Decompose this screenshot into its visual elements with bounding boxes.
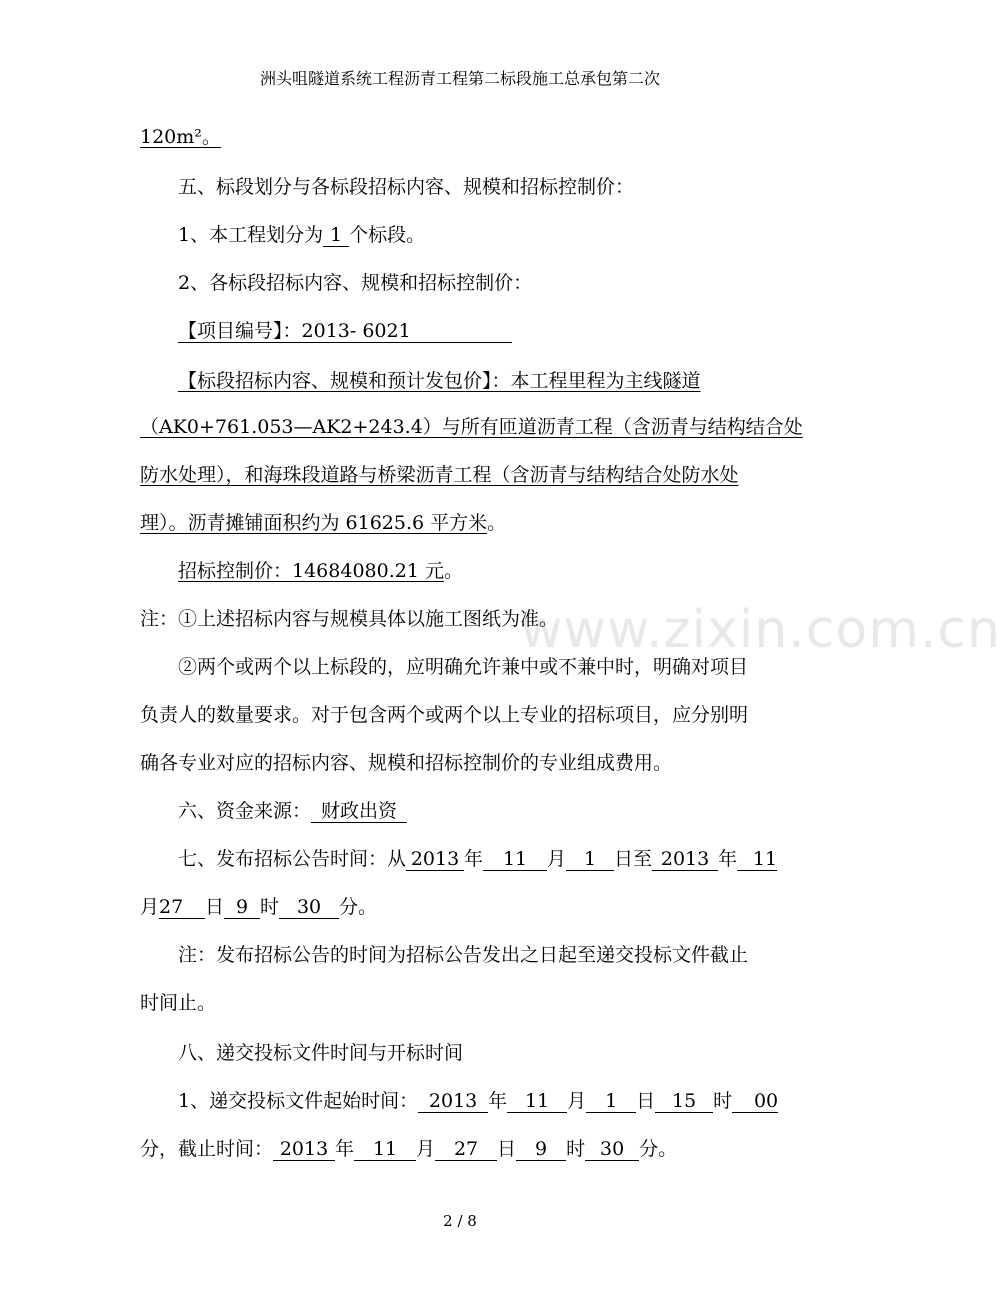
note-2-line-2: 负责人的数量要求。对于包含两个或两个以上专业的招标项目，应分别明 xyxy=(140,704,749,726)
section-7-line-2: 月27 日 9 时 30 分。 xyxy=(140,896,378,918)
note-2-line-1: ②两个或两个以上标段的，应明确允许兼中或不兼中时，明确对项目 xyxy=(178,656,749,678)
page-number: 2 / 8 xyxy=(443,1212,477,1230)
section-7-line-1: 七、发布招标公告时间：从 2013 年 11 月 1 日至 2013 年 11 xyxy=(178,848,778,870)
note-3-line-2: 时间止。 xyxy=(140,992,217,1014)
scope-line-2: （AK0+761.053—AK2+243.4）与所有匝道沥青工程（含沥青与结构结合处 xyxy=(140,416,803,438)
section-5-item-2: 2、各标段招标内容、规模和招标控制价： xyxy=(178,272,533,294)
note-2-line-3: 确各专业对应的招标内容、规模和招标控制价的专业组成费用。 xyxy=(140,752,673,774)
section-8-item-1-line-2: 分，截止时间： 2013 年 11 月 27 日 9 时 30 分。 xyxy=(140,1138,678,1160)
note-3-line-1: 注：发布招标公告的时间为招标公告发出之日起至递交投标文件截止 xyxy=(178,944,749,966)
section-8-item-1-line-1: 1、递交投标文件起始时间： 2013 年 11 月 1 日 15 时 00 xyxy=(178,1090,779,1112)
section-6: 六、资金来源： 财政出资 xyxy=(178,798,407,824)
scope-line-3: 防水处理），和海珠段道路与桥梁沥青工程（含沥青与结构结合处防水处 xyxy=(140,464,739,486)
watermark: www.zixin.com.cn xyxy=(520,600,1001,660)
section-5-title: 五、标段划分与各标段招标内容、规模和招标控制价： xyxy=(178,176,635,198)
control-price: 招标控制价：14684080.21 元。 xyxy=(178,560,463,582)
lot-count: 1 xyxy=(323,224,349,247)
fund-source: 财政出资 xyxy=(311,800,407,823)
note-1: 注：①上述招标内容与规模具体以施工图纸为准。 xyxy=(140,608,559,630)
page-header: 洲头咀隧道系统工程沥青工程第二标段施工总承包第二次 xyxy=(259,69,660,88)
section-5-item-1: 1、本工程划分为 1 个标段。 xyxy=(178,224,426,246)
project-number: 【项目编号】：2013- 6021 xyxy=(178,318,512,344)
scope-line-4: 理）。沥青摊铺面积约为 61625.6 平方米。 xyxy=(140,512,507,534)
area-tail: 120m²。 xyxy=(140,126,221,148)
scope-line-1: 【标段招标内容、规模和预计发包价】：本工程里程为主线隧道 xyxy=(178,370,701,392)
section-8-title: 八、递交投标文件时间与开标时间 xyxy=(178,1042,464,1064)
